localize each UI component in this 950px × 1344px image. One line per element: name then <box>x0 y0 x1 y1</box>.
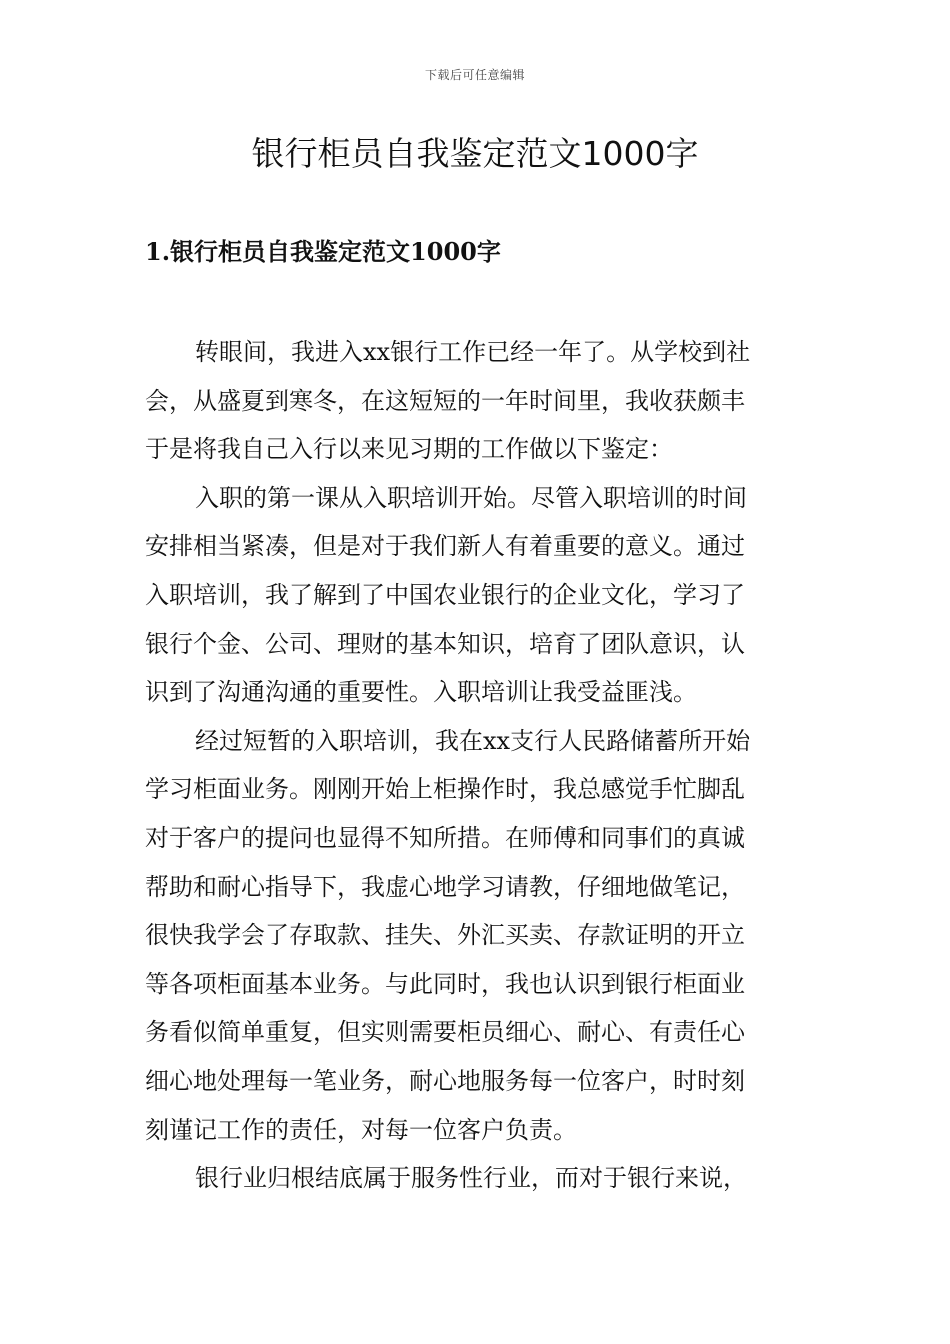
paragraph-line: 识到了沟通沟通的重要性。入职培训让我受益匪浅。 <box>145 678 697 707</box>
paragraph-line: 等各项柜面基本业务。与此同时，我也认识到银行柜面业 <box>145 969 745 998</box>
paragraph-line: 对于客户的提问也显得不知所措。在师傅和同事们的真诚 <box>145 823 745 852</box>
paragraph-line: 经过短暂的入职培训，我在xx支行人民路储蓄所开始 <box>195 726 751 755</box>
paragraph-line: 会，从盛夏到寒冬，在这短短的一年时间里，我收获颇丰 <box>145 386 745 415</box>
document-title: 银行柜员自我鉴定范文1000字 <box>251 134 699 173</box>
paragraph-line: 于是将我自己入行以来见习期的工作做以下鉴定： <box>145 435 673 464</box>
paragraph-line: 很快我学会了存取款、挂失、外汇买卖、存款证明的开立 <box>145 921 745 950</box>
document-body <box>145 328 807 1203</box>
paragraph-line: 安排相当紧凑，但是对于我们新人有着重要的意义。通过 <box>145 532 745 561</box>
paragraph-4 <box>145 1154 807 1203</box>
paragraph-line: 学习柜面业务。刚刚开始上柜操作时，我总感觉手忙脚乱 <box>145 775 745 804</box>
paragraph-line: 银行业归根结底属于服务性行业，而对于银行来说， <box>195 1164 747 1193</box>
paragraph-line: 入职培训，我了解到了中国农业银行的企业文化，学习了 <box>145 580 745 609</box>
section-heading: 1.银行柜员自我鉴定范文1000字 <box>145 237 501 266</box>
paragraph-line: 刻谨记工作的责任，对每一位客户负责。 <box>145 1115 577 1144</box>
paragraph-line: 帮助和耐心指导下，我虚心地学习请教，仔细地做笔记， <box>145 872 745 901</box>
paragraph-1 <box>145 328 807 474</box>
header-watermark: 下载后可任意编辑 <box>424 68 525 82</box>
paragraph-line: 务看似简单重复，但实则需要柜员细心、耐心、有责任心 <box>145 1018 745 1047</box>
paragraph-line: 入职的第一课从入职培训开始。尽管入职培训的时间 <box>195 483 747 512</box>
paragraph-line: 细心地处理每一笔业务，耐心地服务每一位客户，时时刻 <box>145 1066 745 1095</box>
paragraph-2 <box>145 474 807 717</box>
paragraph-3 <box>145 717 807 1154</box>
paragraph-line: 转眼间，我进入xx银行工作已经一年了。从学校到社 <box>195 338 751 366</box>
paragraph-line: 银行个金、公司、理财的基本知识，培育了团队意识，认 <box>145 629 745 658</box>
